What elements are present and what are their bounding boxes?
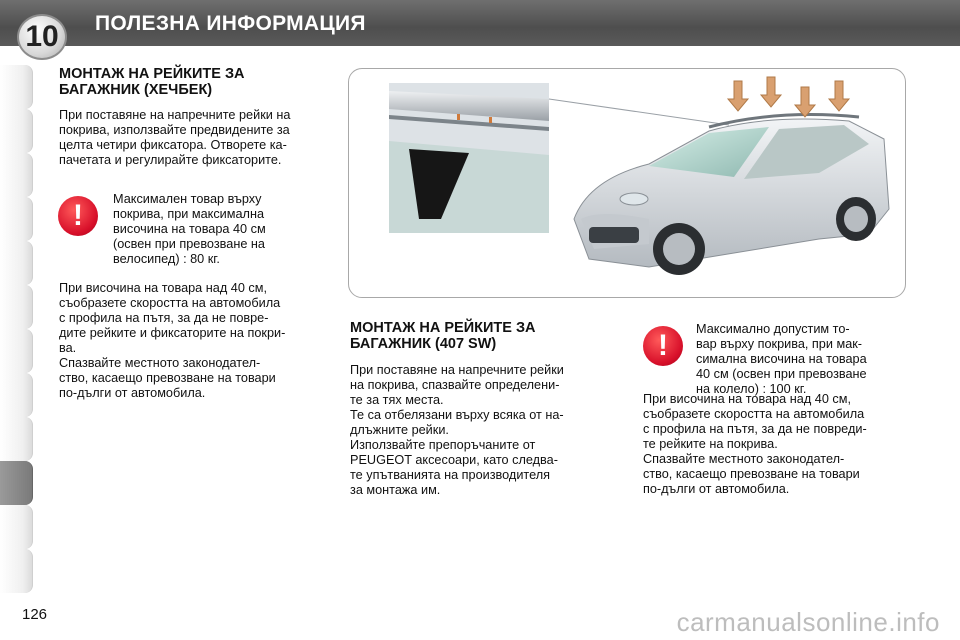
down-arrow-icon xyxy=(728,81,748,111)
sw-load-warning: Максимално допустим то- вар върху покрива, при мак- симална височина на товара 40 см (освен при превозване на колело) : 100 кг. xyxy=(696,322,867,396)
car-roof-rails-illustration xyxy=(348,68,906,298)
chapter-tab[interactable] xyxy=(0,197,33,241)
sw-instructions: При поставяне на напречните рейки на покрива, спазвайте определени- те за тях места. Те са отбелязани върху всяка от на- длъжните рейки. Използвайте препоръчаните от PEUGEOT аксесоари, като следва- те упътванията на производителя за монтажа им. xyxy=(350,363,564,497)
chapter-tab[interactable] xyxy=(0,65,33,109)
chapter-number-badge: 10 xyxy=(17,14,67,60)
exclamation-warning-icon: ! xyxy=(58,196,98,236)
down-arrow-icon xyxy=(761,77,781,107)
chapter-tab-active[interactable] xyxy=(0,461,33,505)
down-arrow-icon xyxy=(829,81,849,111)
sw-speed-note: При височина на товара над 40 см, съобразете скоростта на автомобила с профила на пътя, за да не повреди- те рейките на покрива. Спазвайте местното законодател- ство, касаещо превозване на товари по-дълги от автомобила. xyxy=(643,392,867,496)
chapter-tab[interactable] xyxy=(0,505,33,549)
section-heading-407sw: МОНТАЖ НА РЕЙКИТЕ ЗА БАГАЖНИК (407 SW) xyxy=(350,320,536,352)
watermark: carmanualsonline.info xyxy=(676,607,940,637)
chapter-tab[interactable] xyxy=(0,329,33,373)
car-illustration-svg xyxy=(349,69,905,297)
page-header xyxy=(0,0,960,46)
chapter-tab[interactable] xyxy=(0,241,33,285)
page-title: ПОЛЕЗНА ИНФОРМАЦИЯ xyxy=(95,12,366,35)
chapter-tab[interactable] xyxy=(0,153,33,197)
exclamation-warning-icon: ! xyxy=(643,326,683,366)
hatchback-speed-note: При височина на товара над 40 см, съобразете скоростта на автомобила с профила на пътя, за да не повре- дите рейките и фиксаторите на покри- ва. Спазвайте местното законодател- ство, касаещо превозване на товари по-дълги от автомобила. xyxy=(59,281,286,400)
page-number: 126 xyxy=(22,606,48,623)
hatchback-intro: При поставяне на напречните рейки на покрива, използвайте предвидените за целта четири фиксатора. Отворете ка- пачетата и регулирайте фиксаторите. xyxy=(59,108,291,167)
down-arrow-icon xyxy=(795,87,815,117)
section-heading-hatchback: МОНТАЖ НА РЕЙКИТЕ ЗА БАГАЖНИК (ХЕЧБЕК) xyxy=(59,66,245,98)
chapter-tab[interactable] xyxy=(0,373,33,417)
chapter-tab[interactable] xyxy=(0,417,33,461)
chapter-tab[interactable] xyxy=(0,109,33,153)
hatchback-load-warning: Максимален товар върху покрива, при максимална височина на товара 40 см (освен при превозване на велосипед) : 80 кг. xyxy=(113,192,266,266)
chapter-tab[interactable] xyxy=(0,285,33,329)
peugeot-407-sw-car xyxy=(574,115,889,275)
chapter-tab[interactable] xyxy=(0,549,33,593)
